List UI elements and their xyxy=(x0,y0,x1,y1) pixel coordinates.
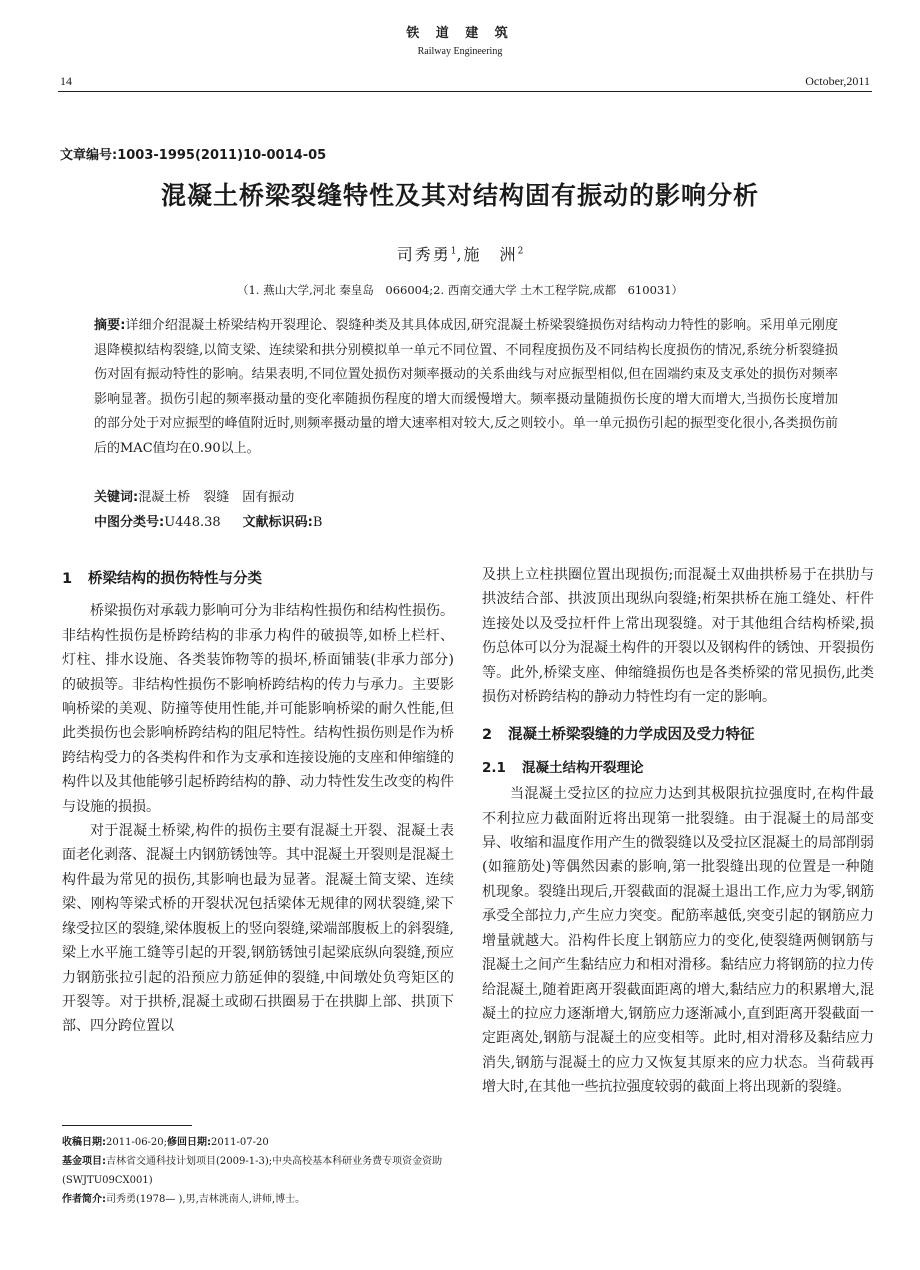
keywords-label: 关键词: xyxy=(94,490,139,505)
abstract-text: 详细介绍混凝土桥梁结构开裂理论、裂缝种类及其具体成因,研究混凝土桥梁裂缝损伤对结构动力特性的影响。采用单元刚度退降模拟结构裂缝,以简支梁、连续梁和拱分别模拟单一单元不同位置、不同程度损伤及不同结构长度损伤的情况,系统分析裂缝损伤对固有振动特性的影响。结果表明,不同位置处损伤对频率摄动的关系曲线与对应振型相似,但在固端约束及支承处的损伤对频率影响显著。损伤引起的频率摄动量的变化率随损伤程度的增大而缓慢增大。频率摄动量随损伤长度的增大而增大,当损伤长度增加的部分处于对应振型的峰值附近时,则频率摄动量的增大速率相对较大,反之则较小。单一单元损伤引起的振型变化很小,各类损伤前后的MAC值均在0.90以上。 xyxy=(94,318,838,456)
revised-label: 修回日期: xyxy=(167,1137,212,1148)
section-2-1-paragraph-1: 当混凝土受拉区的拉应力达到其极限抗拉强度时,在构件最不利拉应力截面附近将出现第一批裂缝。由于混凝土的局部变异、收缩和温度作用产生的微裂缝以及受拉区混凝土的局部削弱(如箍筋处)等偶然因素的影响,第一批裂缝出现的位置是一种随机现象。裂缝出现后,开裂截面的混凝土退出工作,应力为零,钢筋承受全部拉力,产生应力突变。配筋率越低,突变引起的钢筋应力增量就越大。沿构件长度上钢筋应力的变化,使裂缝两侧钢筋与混凝土之间产生黏结应力和相对滑移。黏结应力将钢筋的拉力传给混凝土,随着距离开裂截面距离的增大,黏结应力的积累增大,混凝土的拉应力逐渐增大,钢筋应力逐渐减小,直到距离开裂截面一定距离处,钢筋与混凝土的应变相等。此时,相对滑移及黏结应力消失,钢筋与混凝土的应力又恢复其原来的应力状态。当荷载再增大时,在其他一些抗拉强度较弱的截面上将出现新的裂缝。 xyxy=(482,786,874,1096)
abstract xyxy=(94,314,838,461)
clc-value: U448.38 xyxy=(164,515,221,530)
footnotes xyxy=(62,1133,454,1209)
bio-label: 作者简介: xyxy=(62,1194,106,1205)
revised-date: 2011-07-20 xyxy=(211,1137,269,1148)
section-1-paragraph-2: 对于混凝土桥梁,构件的损伤主要有混凝土开裂、混凝土表面老化剥落、混凝土内钢筋锈蚀等。其中混凝土开裂则是混凝土构件最为常见的损伤,其影响也最为显著。混凝土简支梁、连续梁、刚构等梁式桥的开裂状况包括梁体无规律的网状裂缝,梁下缘受拉区的裂缝,梁体腹板上的竖向裂缝,梁端部腹板上的斜裂缝,梁上水平施工缝等引起的开裂,钢筋锈蚀引起梁底纵向裂缝,预应力钢筋张拉引起的沿预应力筋延伸的裂缝,中间墩处负弯矩区的开裂等。对于拱桥,混凝土或砌石拱圈易于在拱脚上部、拱顶下部、四分跨位置以 xyxy=(62,823,454,1035)
section-1-number: 1 xyxy=(62,571,73,587)
keywords-text: 混凝土桥 裂缝 固有振动 xyxy=(138,490,295,505)
footnote-dates xyxy=(62,1133,454,1152)
section-1-heading xyxy=(62,567,454,591)
right-column xyxy=(482,563,874,1100)
received-label: 收稿日期: xyxy=(62,1137,106,1148)
journal-title-cn: 铁 道 建 筑 xyxy=(406,26,514,41)
fund-label: 基金项目: xyxy=(62,1156,106,1167)
clc-label: 中图分类号: xyxy=(94,515,165,530)
section-2-title: 混凝土桥梁裂缝的力学成因及受力特征 xyxy=(508,727,755,744)
section-1-paragraph-2-continued: 及拱上立柱拱圈位置出现损伤;而混凝土双曲拱桥易于在拱肋与拱波结合部、拱波顶出现纵向裂缝;桁架拱桥在施工缝处、杆件连接处以及受拉杆件上常出现裂缝。对于其他组合结构桥梁,损伤总体可以分为混凝土构件的开裂以及钢构件的锈蚀、开裂损伤等。此外,桥梁支座、伸缩缝损伤也是各类桥梁的常见损伤,此类损伤对桥跨结构的静动力特性均有一定的影响。 xyxy=(482,567,874,706)
author-1: 司秀勇 xyxy=(396,245,451,264)
bio-text: 司秀勇(1978— ),男,吉林洮南人,讲师,博士。 xyxy=(106,1194,306,1205)
author-2-affil-mark: 2 xyxy=(517,246,524,257)
subsection-2-1-title: 混凝土结构开裂理论 xyxy=(522,759,644,776)
issue-date: October,2011 xyxy=(805,74,870,88)
doc-code-label: 文献标识码: xyxy=(242,515,313,530)
article-number: 文章编号:1003-1995(2011)10-0014-05 xyxy=(60,148,327,163)
classification xyxy=(94,511,322,530)
left-column xyxy=(62,563,454,1039)
journal-title-en: Railway Engineering xyxy=(417,46,503,57)
doc-code-value: B xyxy=(312,515,323,530)
subsection-2-1-heading xyxy=(482,756,874,780)
fund-text: 吉林省交通科技计划项目(2009-1-3);中央高校基本科研业务费专项资金资助(SWJTU09CX001) xyxy=(62,1156,443,1186)
section-1-paragraph-1: 桥梁损伤对承载力影响可分为非结构性损伤和结构性损伤。非结构性损伤是桥跨结构的非承力构件的破损等,如桥上栏杆、灯柱、排水设施、各类装饰物等的损坏,桥面铺装(非承力部分)的破损等。非结构性损伤不影响桥跨结构的传力与承力。主要影响桥梁的美观、防撞等使用性能,并可能影响桥梁的耐久性能,但此类损伤也会影响桥跨结构的阻尼特性。结构性损伤则是作为桥跨结构受力的各类构件和作为支承和连接设施的支座和伸缩缝的构件以及其他能够引起桥跨结构的静、动力特性发生改变的构件与设施的损损。 xyxy=(62,603,454,815)
abstract-label: 摘要: xyxy=(94,318,126,333)
section-2-number: 2 xyxy=(482,727,493,744)
page-number: 14 xyxy=(60,74,72,88)
author-1-affil-mark: 1 xyxy=(450,246,457,257)
header-rule xyxy=(58,91,872,92)
subsection-2-1-number: 2.1 xyxy=(482,759,506,776)
footnote-fund xyxy=(62,1152,454,1190)
section-1-title: 桥梁结构的损伤特性与分类 xyxy=(88,571,262,587)
received-date: 2011-06-20; xyxy=(106,1137,168,1148)
article-title: 混凝土桥梁裂缝特性及其对结构固有振动的影响分析 xyxy=(160,181,759,210)
footnote-rule xyxy=(62,1125,192,1126)
keywords xyxy=(94,486,294,505)
authors xyxy=(0,242,920,265)
author-separator: , xyxy=(456,245,464,264)
section-2-heading xyxy=(482,723,874,747)
author-2: 施 洲 xyxy=(463,245,518,264)
affiliations: （1. 燕山大学,河北 秦皇岛 066004;2. 西南交通大学 土木工程学院,成都 610031） xyxy=(236,283,684,297)
footnote-author-bio xyxy=(62,1190,454,1209)
